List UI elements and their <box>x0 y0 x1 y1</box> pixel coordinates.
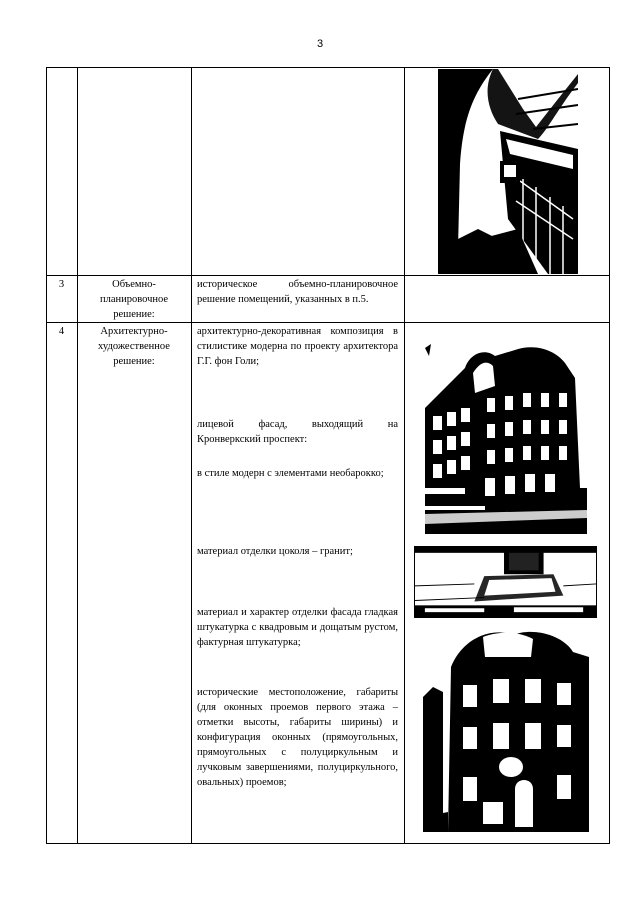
row-4-title: Архитектурно-художественное решение: <box>98 326 170 367</box>
row-4-item-style: в стиле модерн с элементами необарокко; <box>197 468 384 479</box>
row-3-description: историческое объемно-планировочное решение помещений, указанных в п.5. <box>197 279 398 305</box>
row-3-number: 3 <box>58 279 65 290</box>
granite-plinth-photo <box>414 546 597 618</box>
row-4-item-openings: исторические местоположение, габариты (для оконных проемов первого этажа – отметки высоты, габариты ширины) и конфигурация оконных (прямоугольных, прямоугольных с полуциркульным и лучковым завершениями, полуциркульного, овальных) проемов; <box>197 687 398 788</box>
row-4-item-composition: архитектурно-декоративная композиция в стилистике модерна по проекту архитектора Г.Г. фон Голи; <box>197 326 398 367</box>
facade-windows-photo <box>423 627 589 832</box>
building-facade-photo <box>425 338 587 534</box>
row-4-number: 4 <box>58 326 65 337</box>
row-4-item-plinth: материал отделки цоколя – гранит; <box>197 546 353 557</box>
staircase-photo <box>438 69 578 274</box>
page-number: 3 <box>316 38 324 50</box>
row-4-item-finish: материал и характер отделки фасада гладкая штукатурка с квадровым и дощатым рустом, фактурная штукатурка; <box>197 607 398 648</box>
row-3-title: Объемно-планировочное решение: <box>99 279 169 320</box>
row-4-item-facade: лицевой фасад, выходящий на Кронверкский проспект: <box>197 419 398 445</box>
